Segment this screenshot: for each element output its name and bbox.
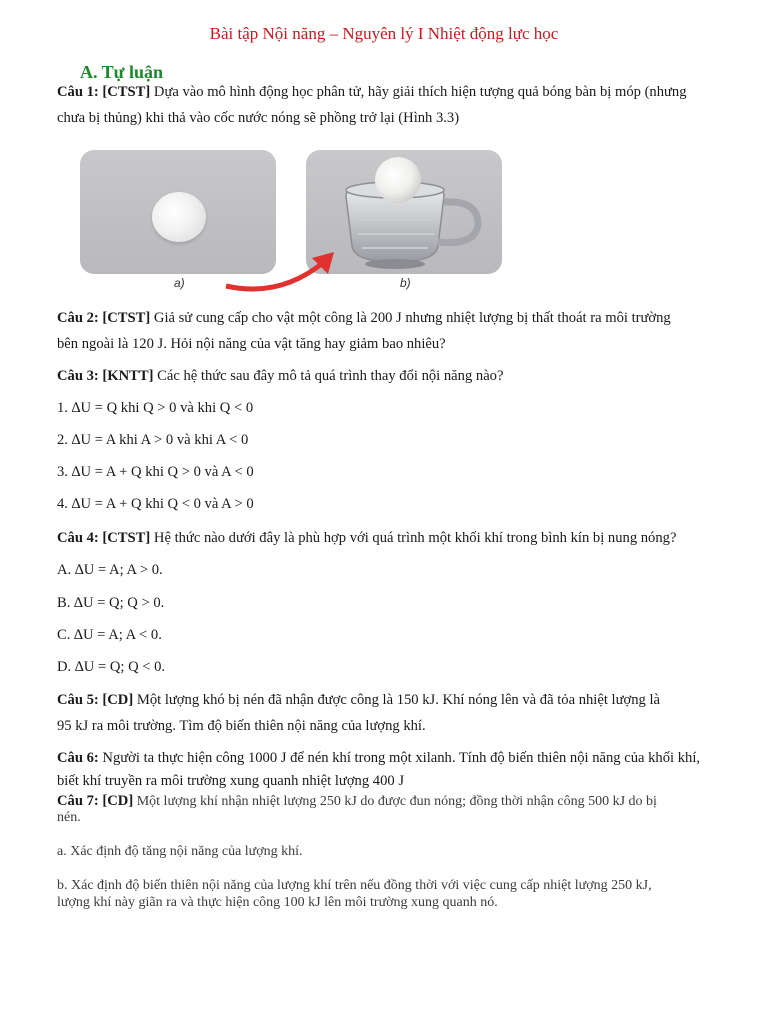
question-label: Câu 7: [CD] [57,793,134,809]
question-text: Hệ thức nào dưới đây là phù hợp với quá trình một khối khí trong bình kín bị nung nóng? [150,530,677,546]
question-7-part-b: b. Xác định độ biến thiên nội năng của lượng khí trên nếu đồng thời với việc cung cấp nhiệt lượng 250 kJ, [57,878,652,893]
question-text: Giả sử cung cấp cho vật một công là 200 J nhưng nhiệt lượng bị thất thoát ra môi trường [150,310,671,326]
caption-b: b) [400,276,411,290]
ping-pong-ball-image [152,192,206,242]
question-1-cont: chưa bị thủng) khi thả vào cốc nước nóng sẽ phồng trở lại (Hình 3.3) [57,110,460,126]
question-7 [57,793,657,810]
question-label: Câu 3: [KNTT] [57,368,154,384]
question-7-cont: nén. [57,810,81,825]
question-7-part-a: a. Xác định độ tăng nội năng của lượng khí. [57,844,303,859]
question-text: Người ta thực hiện công 1000 J để nén khí trong một xilanh. Tính độ biến thiên nội năng của khối khí, [98,750,701,766]
option-b: B. ∆U = Q; Q > 0. [57,595,165,611]
option-a: A. ∆U = A; A > 0. [57,562,163,578]
question-6 [57,750,700,767]
question-6-cont: biết khí truyền ra môi trường xung quanh nhiệt lượng 400 J [57,773,405,789]
figure-3-3 [70,138,550,298]
section-heading: A. Tự luận [80,62,164,82]
question-7-part-b-cont: lượng khí này giãn ra và thực hiện công 100 kJ lên môi trường xung quanh nó. [57,895,498,910]
question-4 [57,530,676,547]
question-5-cont: 95 kJ ra môi trường. Tìm độ biến thiên nội năng của lượng khí. [57,718,426,734]
list-item: 4. ∆U = A + Q khi Q < 0 và A > 0 [57,496,254,512]
caption-a: a) [174,276,185,290]
option-c: C. ∆U = A; A < 0. [57,627,162,643]
arrow-icon [220,246,340,296]
question-1 [57,84,687,101]
option-d: D. ∆U = Q; Q < 0. [57,659,166,675]
question-label: Câu 4: [CTST] [57,530,151,546]
question-label: Câu 1: [CTST] [57,84,151,100]
question-text: Một lượng khí nhận nhiệt lượng 250 kJ do được đun nóng; đồng thời nhận công 500 kJ do bị [133,794,657,809]
question-label: Câu 5: [CD] [57,692,134,708]
list-item: 2. ∆U = A khi A > 0 và khi A < 0 [57,432,249,448]
question-2 [57,310,671,327]
list-item: 3. ∆U = A + Q khi Q > 0 và A < 0 [57,464,254,480]
question-5 [57,692,660,709]
question-2-cont: bên ngoài là 120 J. Hỏi nội năng của vật tăng hay giảm bao nhiêu? [57,336,446,352]
question-text: Dựa vào mô hình động học phân tử, hãy giải thích hiện tượng quả bóng bàn bị móp (nhưng [150,84,687,100]
list-item: 1. ∆U = Q khi Q > 0 và khi Q < 0 [57,400,254,416]
question-text: Các hệ thức sau đây mô tả quá trình thay đổi nội năng nào? [153,368,504,384]
question-text: Một lượng khó bị nén đã nhận được công là 150 kJ. Khí nóng lên và đã tỏa nhiệt lượng là [133,692,660,708]
question-label: Câu 2: [CTST] [57,310,151,326]
question-label: Câu 6: [57,750,99,766]
question-3 [57,368,503,385]
page-title: Bài tập Nội năng – Nguyên lý I Nhiệt động lực học [209,24,559,43]
